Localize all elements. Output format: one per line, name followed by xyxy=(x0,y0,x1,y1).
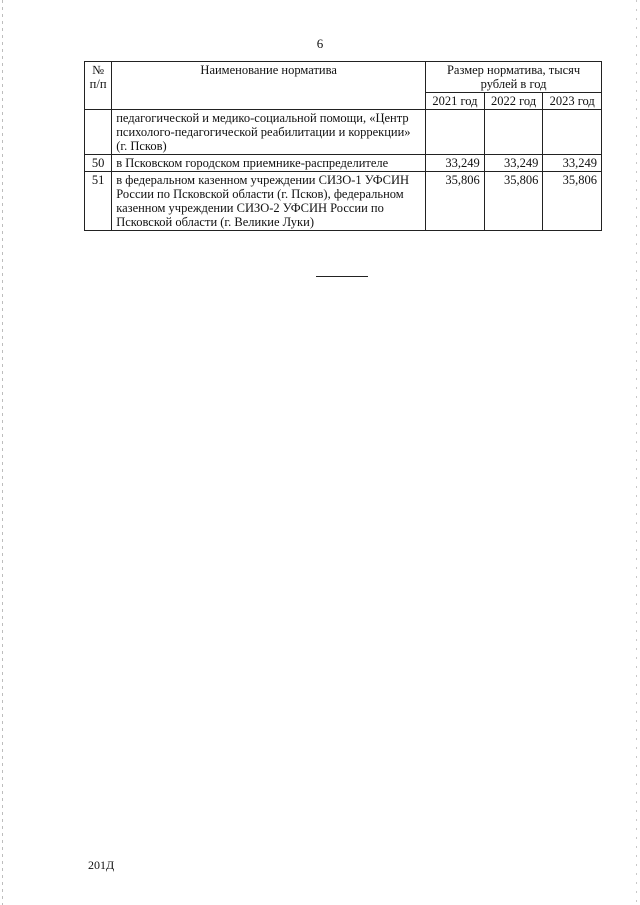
closing-rule xyxy=(316,276,368,277)
header-year-2021: 2021 год xyxy=(426,93,485,110)
header-num: № п/п xyxy=(85,62,112,110)
row-name: педагогической и медико-социальной помощи, «Центр психолого-педагогической реабилитации и коррекции» (г. Псков) xyxy=(112,110,426,155)
table-row xyxy=(85,110,602,155)
header-name: Наименование норматива xyxy=(112,62,426,110)
scan-edge-right xyxy=(636,0,637,905)
norms-table xyxy=(84,61,602,231)
table-header-row xyxy=(85,62,602,93)
page-number: 6 xyxy=(316,36,324,51)
row-value-2022: 35,806 xyxy=(484,172,543,231)
row-num xyxy=(85,110,112,155)
table-row xyxy=(85,155,602,172)
row-value-2022 xyxy=(484,110,543,155)
row-num: 51 xyxy=(85,172,112,231)
header-year-2023: 2023 год xyxy=(543,93,602,110)
row-value-2023: 35,806 xyxy=(543,172,602,231)
header-size: Размер норматива, тысяч рублей в год xyxy=(426,62,602,93)
row-value-2023: 33,249 xyxy=(543,155,602,172)
row-value-2021: 33,249 xyxy=(426,155,485,172)
row-value-2023 xyxy=(543,110,602,155)
row-value-2022: 33,249 xyxy=(484,155,543,172)
scan-edge-left xyxy=(2,0,3,905)
footer-code: 201Д xyxy=(88,858,115,872)
row-value-2021 xyxy=(426,110,485,155)
row-name: в Псковском городском приемнике-распределителе xyxy=(112,155,426,172)
row-value-2021: 35,806 xyxy=(426,172,485,231)
row-name: в федеральном казенном учреждении СИЗО-1 УФСИН России по Псковской области (г. Псков), федеральном казенном учреждении СИЗО-2 УФСИН России по Псковской области (г. Великие Луки) xyxy=(112,172,426,231)
table-row xyxy=(85,172,602,231)
header-year-2022: 2022 год xyxy=(484,93,543,110)
row-num: 50 xyxy=(85,155,112,172)
